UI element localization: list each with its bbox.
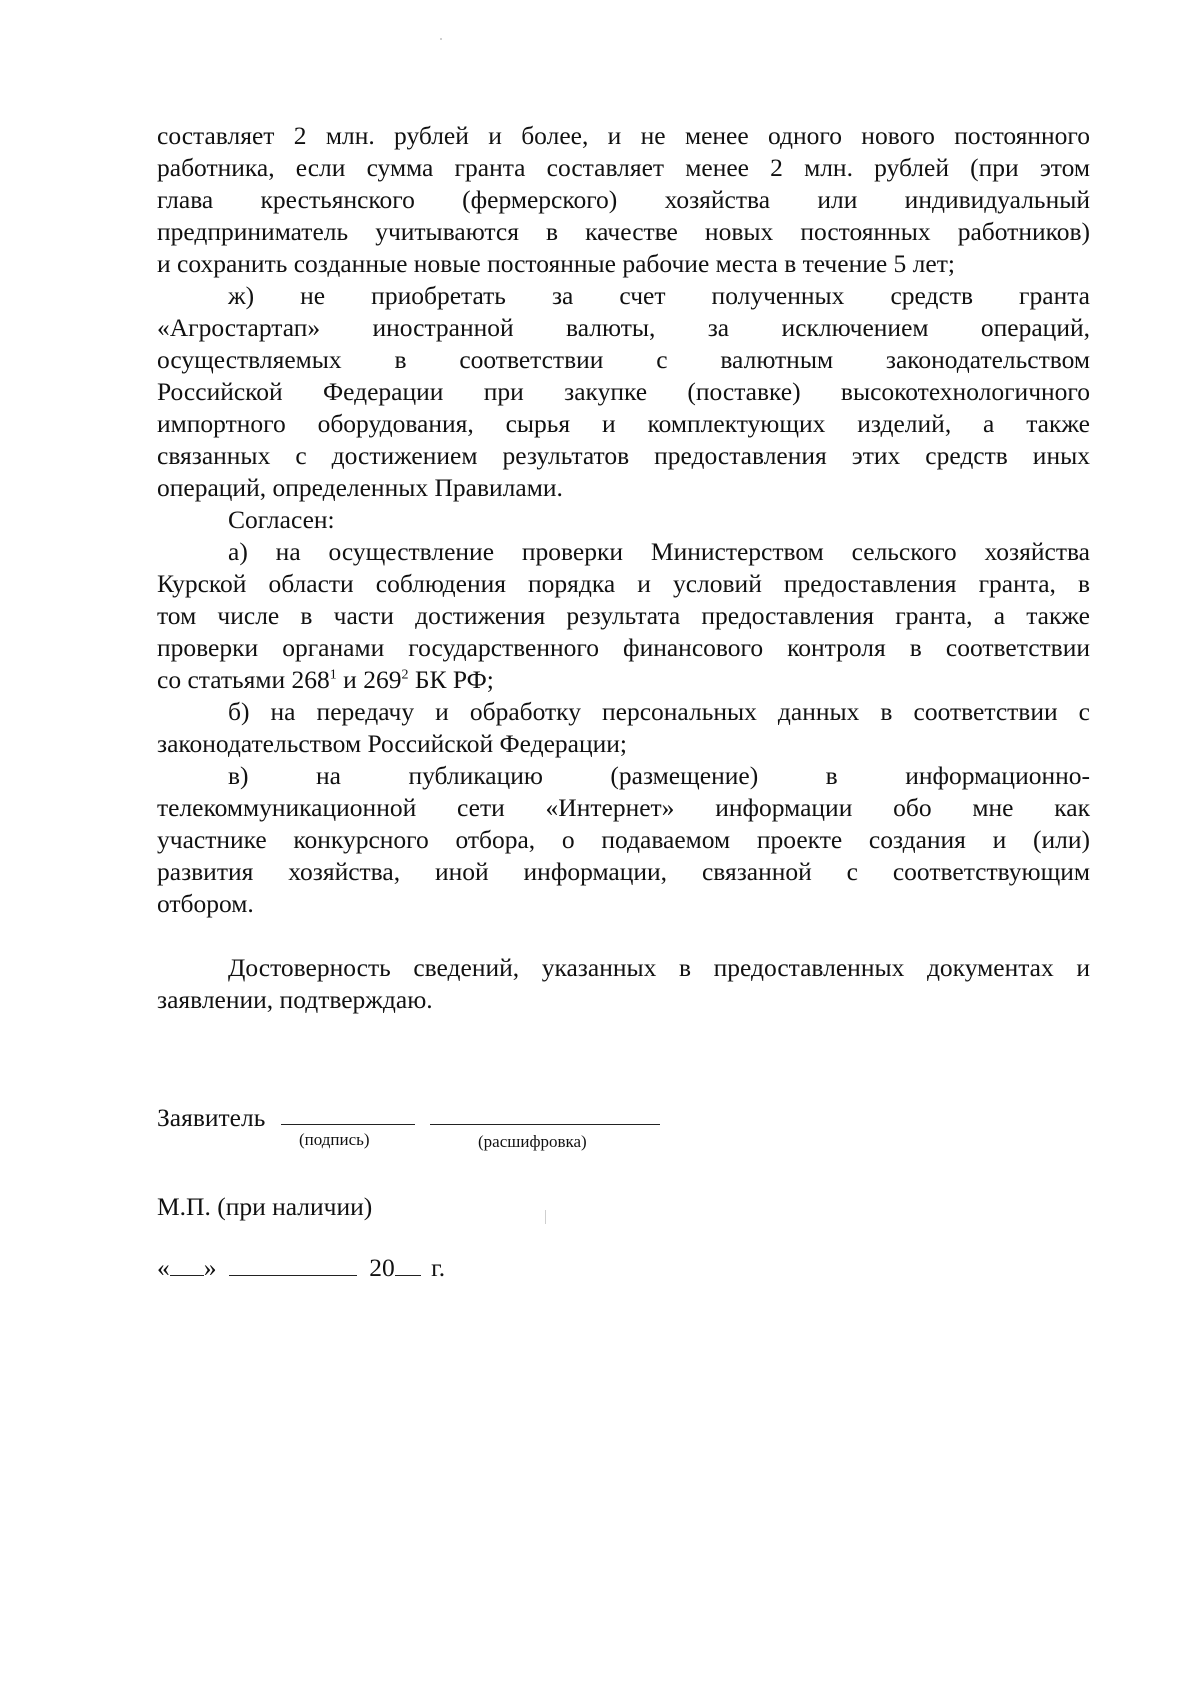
- text-line: законодательством Российской Федерации;: [157, 729, 628, 758]
- agree-heading: [157, 504, 1090, 536]
- day-field[interactable]: [170, 1253, 204, 1276]
- scan-speck: [440, 38, 442, 40]
- paragraph-continuation: [157, 120, 1090, 280]
- text-line: работника, если сумма гранта составляет менее 2 млн. рублей (при этом: [157, 153, 1090, 182]
- text-line: а) на осуществление проверки Министерством сельского хозяйства: [228, 537, 1090, 566]
- text-line: том числе в части достижения результата предоставления гранта, а также: [157, 601, 1090, 630]
- text-line: Согласен:: [228, 505, 335, 534]
- text-line: проверки органами государственного финансового контроля в соответствии: [157, 633, 1090, 662]
- text-line: Российской Федерации при закупке (поставке) высокотехнологичного: [157, 377, 1090, 406]
- paragraph-item-zh: [157, 280, 1090, 504]
- text-line: глава крестьянского (фермерского) хозяйства или индивидуальный: [157, 185, 1090, 214]
- paragraph-item-a: [157, 536, 1090, 696]
- text-line: развития хозяйства, иной информации, связанной с соответствующим: [157, 857, 1090, 886]
- text-line: б) на передачу и обработку персональных данных в соответствии с: [228, 697, 1090, 726]
- date-open-quote: «: [157, 1253, 170, 1282]
- date-close-quote: »: [203, 1253, 217, 1282]
- signature-block: [157, 1102, 777, 1172]
- paragraph-confirmation: [157, 952, 1090, 1016]
- text-line: заявлении, подтверждаю.: [157, 985, 433, 1014]
- paragraph-item-v: [157, 760, 1090, 920]
- text-line: операций, определенных Правилами.: [157, 473, 563, 502]
- text-line: связанных с достижением результатов предоставления этих средств иных: [157, 441, 1090, 470]
- date-row: [157, 1252, 445, 1284]
- superscript: 2: [401, 667, 409, 683]
- spacer: [157, 920, 1090, 952]
- text-line: импортного оборудования, сырья и комплектующих изделий, а также: [157, 409, 1090, 438]
- text-line: предприниматель учитываются в качестве новых постоянных работников): [157, 217, 1090, 246]
- text-fragment: со статьями 268: [157, 665, 330, 694]
- scan-speck: [545, 1210, 546, 1224]
- signature-caption: (подпись): [299, 1130, 370, 1149]
- document-body: [157, 120, 1090, 1016]
- year-suffix: г.: [431, 1253, 446, 1282]
- paragraph-item-b: [157, 696, 1090, 760]
- text-fragment: БК РФ;: [408, 665, 494, 694]
- superscript: 1: [329, 667, 337, 683]
- transcript-caption: (расшифровка): [478, 1132, 587, 1151]
- text-line: Достоверность сведений, указанных в предоставленных документах и: [228, 953, 1090, 982]
- signature-line[interactable]: [281, 1124, 415, 1125]
- text-line: составляет 2 млн. рублей и более, и не менее одного нового постоянного: [157, 121, 1090, 150]
- transcript-line[interactable]: [430, 1124, 660, 1125]
- text-line: в) на публикацию (размещение) в информационно-: [228, 761, 1090, 790]
- year-field[interactable]: [395, 1253, 421, 1276]
- applicant-label: Заявитель: [157, 1103, 266, 1132]
- text-line: и сохранить созданные новые постоянные рабочие места в течение 5 лет;: [157, 249, 955, 278]
- text-line: [157, 664, 1090, 696]
- month-field[interactable]: [229, 1253, 357, 1276]
- text-line: ж) не приобретать за счет полученных средств гранта: [228, 281, 1090, 310]
- year-prefix: 20: [369, 1253, 395, 1282]
- text-fragment: и 269: [336, 665, 402, 694]
- text-line: участнике конкурсного отбора, о подаваемом проекте создания и (или): [157, 825, 1090, 854]
- text-line: «Агростартап» иностранной валюты, за исключением операций,: [157, 313, 1090, 342]
- text-line: отбором.: [157, 889, 254, 918]
- text-line: Курской области соблюдения порядка и условий предоставления гранта, в: [157, 569, 1090, 598]
- text-line: телекоммуникационной сети «Интернет» информации обо мне как: [157, 793, 1090, 822]
- text-line: осуществляемых в соответствии с валютным законодательством: [157, 345, 1090, 374]
- seal-placeholder: М.П. (при наличии): [157, 1192, 373, 1221]
